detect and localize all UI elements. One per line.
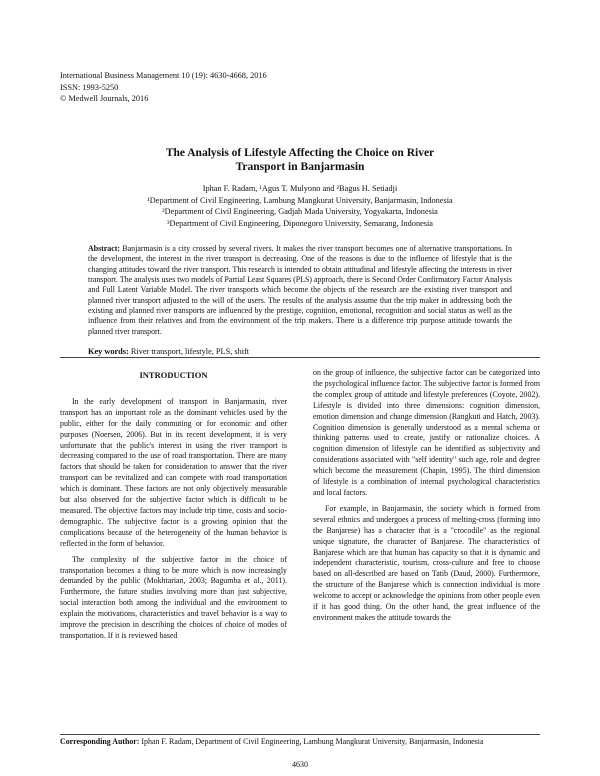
abstract-text: Banjarmasin is a city crossed by several rivers. It makes the river transport becomes one of alternative transportations. In the development, the interest in the river transport is decreasing. One of the reasons is due to the influence of lifestyle that is the changing attitudes toward the river transport. This research is intended to obtain attitudinal and lifestyle affecting the interests in river transport. The analysis uses two models of Partial Least Squares (PLS) approach, there is Second Order Confirmatory Factor Analysis and Full Latent Variable Model. The river transports which become the objects of the research are the existing river transport and planned river transport adjusted to the will of the users. The results of the analysis assume that the trip maker in addressing both the existing and planned river transports are influenced by the prestige, cognition, emotional, recognition and social status as well as the influence from their relatives and from the environment of the trip makers. There is a difference trip purpose attitude towards the planned river transport. <box>88 244 512 336</box>
paragraph: For example, in Banjarmasin, the society which is formed from several ethnics and undergoes a process of melting-cross (forming into the Banjarese) has a character that is a "crocodile" as the regional unique signature, the character of Banjarese. The characteristics of Banjarese which are that human has capacity so that it is dynamic and independent characteristic, tourism, cross-culture and free to choose based on all-described are based on Tatib (Daud, 2000). Furthermore, the structure of the Banjarese which is connection individual is more welcome to accept or acknowledge the opinions from other people even if it has good thing. On the other hand, the great influence of the environment makes the attitude towards the <box>313 503 540 622</box>
abstract <box>88 244 512 337</box>
journal-issn: ISSN: 1993-5250 <box>60 82 119 92</box>
footer-divider <box>60 734 540 735</box>
author-block <box>90 183 510 229</box>
corresponding-text: Iphan F. Radam, Department of Civil Engineering, Lambung Mangkurat University, Banjarmasin, Indonesia <box>141 737 484 746</box>
paper-title <box>90 146 510 174</box>
affiliation-1: ¹Department of Civil Engineering, Lambung Mangkurat University, Banjarmasin, Indonesia <box>147 195 453 205</box>
page-number: 4630 <box>292 760 308 769</box>
journal-citation: International Business Management 10 (19): 4630-4668, 2016 <box>60 71 267 80</box>
keywords-text: River transport, lifestyle, PLS, shift <box>130 347 250 356</box>
keywords-label: Key words: <box>88 347 129 356</box>
affiliation-3: ³Department of Civil Engineering, Diponegoro University, Semarang, Indonesia <box>166 218 433 228</box>
left-column <box>60 368 287 647</box>
journal-copyright: © Medwell Journals, 2016 <box>60 94 149 104</box>
right-column <box>313 368 540 629</box>
title-line-1: The Analysis of Lifestyle Affecting the Choice on River <box>165 147 435 159</box>
paragraph: The complexity of the subjective factor in the choice of transportation becomes a thing to be more which is now increasingly demanded by the public (Mokhtarian, 2003; Bagumba et al., 2011). Furthermore, the future studies involving more than just subjective, social interaction both among the individual and the environment to explain the motivations, characteristics and travel behavior is a way to improve the precision in describing the choices of choice of modes of transportation. If it is reviewed based <box>60 554 287 640</box>
corresponding-label: Corresponding Author: <box>60 737 140 746</box>
author-names: Iphan F. Radam, ¹Agus T. Mulyono and ²Bagus H. Setiadji <box>202 184 398 193</box>
abstract-label: Abstract: <box>88 244 120 253</box>
section-heading: INTRODUCTION <box>139 370 208 380</box>
title-line-2: Transport in Banjarmasin <box>235 161 365 173</box>
paragraph: In the early development of transport in Banjarmasin, river transport has an important role as the dominant vehicles used by the public, either for the daily commuting or for economic and other purposes (Noersen, 2006). But in its recent development, it is very unfortunate that the public's interest in using the river transport is decreasing compared to the use of road transportation. There are many factors that should be taken for consideration to answer that the river transport can be revitalized and can compete with road transportation which is dominant. These factors are not only objectively measurable but also observed for the subjective factor which is difficult to be measured. The objective factors may include trip time, costs and socio-demographic. The subjective factor is a growing opinion that the complications because of the heterogeneity of the human behavior is reflected in the form of behavior. <box>60 396 287 548</box>
paragraph: on the group of influence, the subjective factor can be categorized into the psychological influence factor. The subjective factor is formed from the complex group of attitude and lifestyle preferences (Coyote, 2002). Lifestyle is divided into three dimensions: cognition dimension, emotion dimension and change dimension (Rangkuti and Hatch, 2003). Cognition dimension is generally understood as a mental schema or thinking patterns used to create, justify or rationalize choices. A cognition dimension of lifestyle can be identified as subjectivity and considerations associated with "self identity" such age, role and degree which become the measurement (Chapin, 1995). The third dimension of lifestyle is a combination of internal psychological characteristics and local factors. <box>313 368 540 497</box>
corresponding-author <box>60 737 540 748</box>
keywords <box>88 347 249 356</box>
journal-info <box>60 70 267 105</box>
keywords-divider <box>60 357 540 358</box>
affiliation-2: ²Department of Civil Engineering, Gadjah Mada University, Yogyakarta, Indonesia <box>162 207 438 216</box>
